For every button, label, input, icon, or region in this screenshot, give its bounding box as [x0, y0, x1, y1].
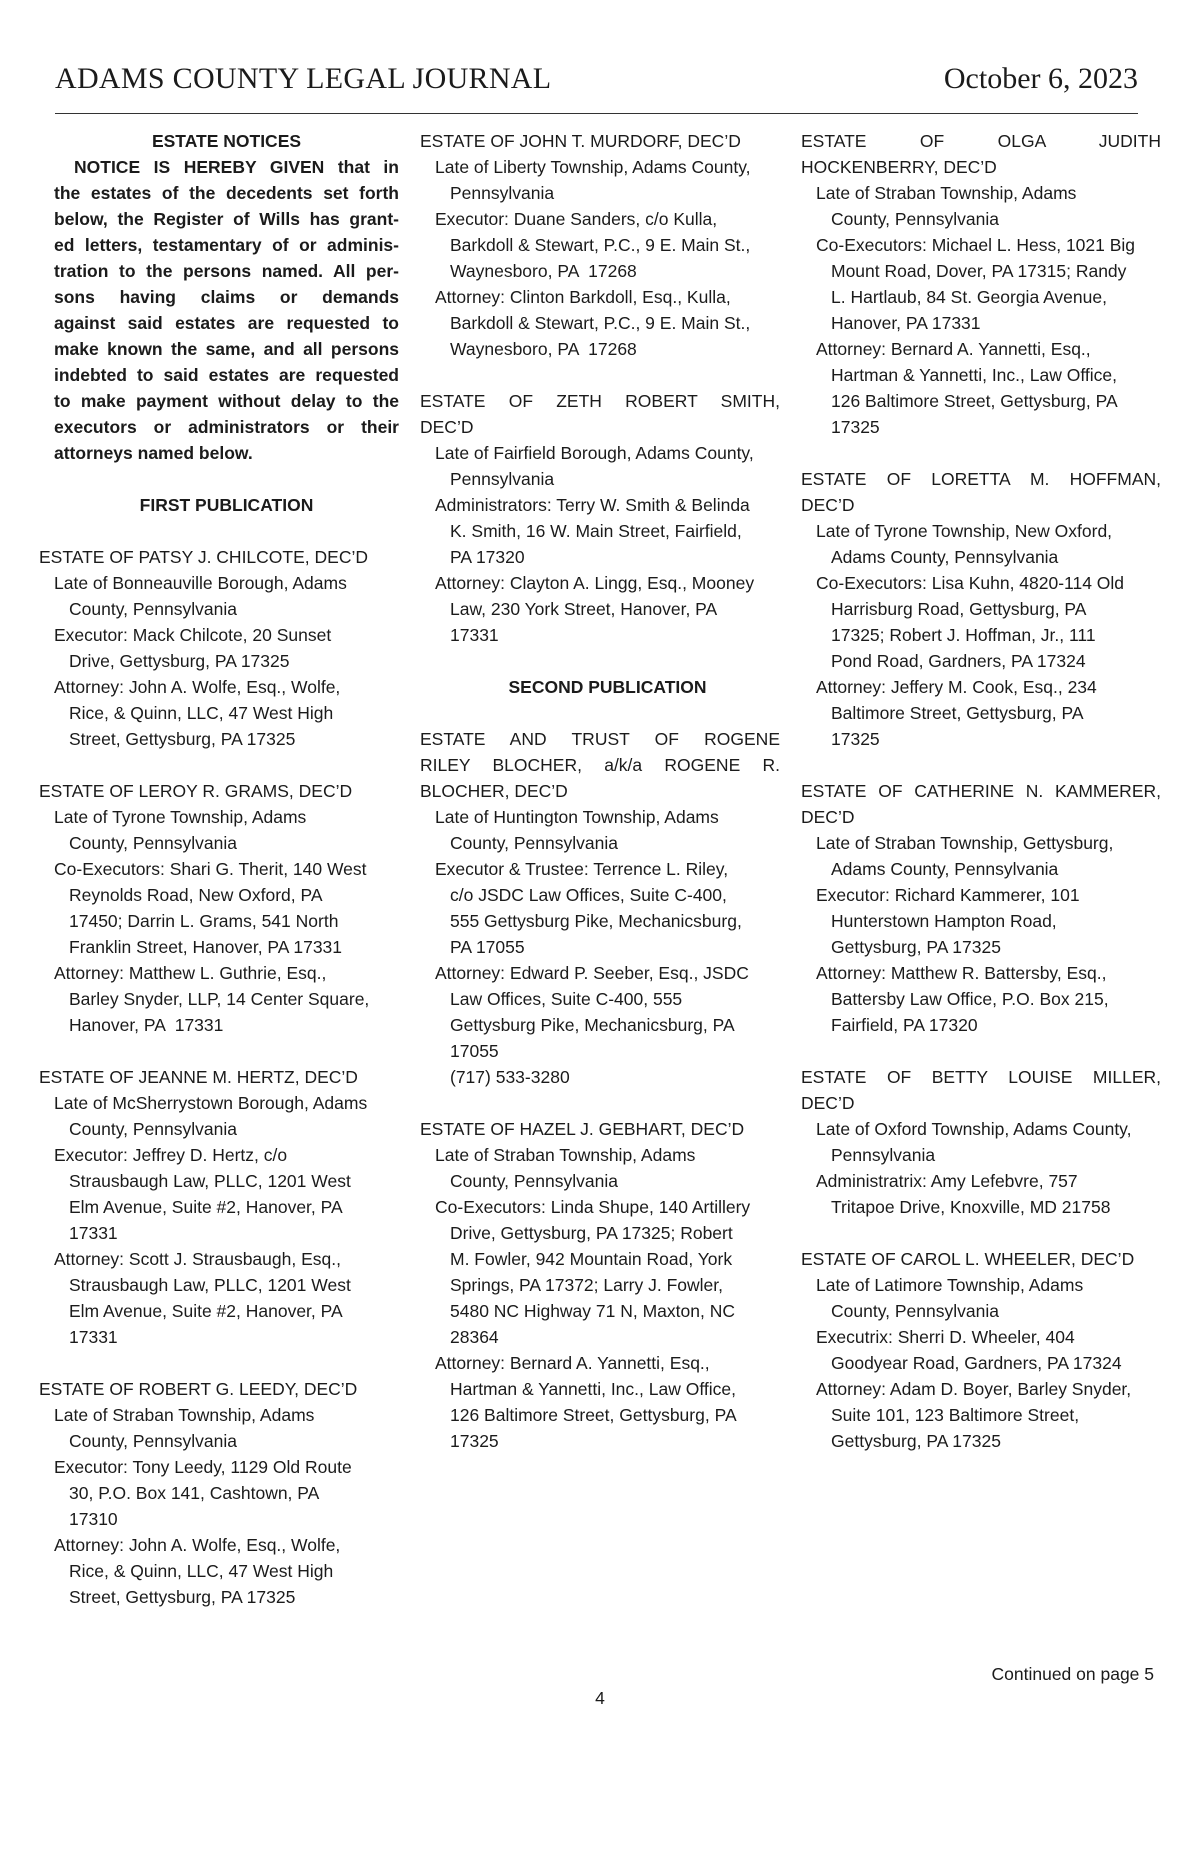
page-header: [55, 62, 1138, 112]
estate-entry-attorney: [801, 960, 1161, 1038]
estate-entry-line: Late of Straban Township, Adams: [54, 1405, 315, 1425]
column-3: [801, 128, 1161, 1454]
estate-entry-attorney: [801, 1376, 1161, 1454]
estate-entry-line: Rice, & Quinn, LLC, 47 West High: [69, 703, 334, 723]
estate-entry-line: Late of Straban Township, Gettysburg,: [816, 833, 1114, 853]
estate-entry-line: Attorney: Edward P. Seeber, Esq., JSDC: [435, 963, 749, 983]
estate-entry-residence: [39, 570, 399, 622]
estate-entry-attorney: [420, 570, 780, 648]
estate-entry-line: Executor & Trustee: Terrence L. Riley,: [435, 859, 729, 879]
estate-entry-line: Goodyear Road, Gardners, PA 17324: [831, 1353, 1122, 1373]
estate-entry-line: PA 17055: [450, 937, 525, 957]
estate-entry-line: 17325: [831, 417, 880, 437]
estate-title: ESTATE OF JOHN T. MURDORF, DEC’D: [420, 131, 741, 151]
estate-entry-attorney: [420, 960, 780, 1090]
estate-entry-line: 555 Gettysburg Pike, Mechanicsburg,: [450, 911, 742, 931]
estate-title: DEC’D: [801, 495, 855, 515]
estate-entry-line: Street, Gettysburg, PA 17325: [69, 729, 296, 749]
estate-entry-residence: [801, 180, 1161, 232]
estate-entry-line: Late of Huntington Township, Adams: [435, 807, 719, 827]
estate-entry-line: Strausbaugh Law, PLLC, 1201 West: [69, 1275, 351, 1295]
estate-notice-smith: [420, 388, 780, 648]
estate-entry-line: Franklin Street, Hanover, PA 17331: [69, 937, 343, 957]
estate-entry-line: c/o JSDC Law Offices, Suite C-400,: [450, 885, 727, 905]
estate-entry-line: Law Offices, Suite C-400, 555: [450, 989, 683, 1009]
estate-entry-residence: [801, 518, 1161, 570]
estate-entry-line: Adams County, Pennsylvania: [831, 859, 1059, 879]
estate-entry-line: L. Hartlaub, 84 St. Georgia Avenue,: [831, 287, 1107, 307]
estate-entry-line: PA 17320: [450, 547, 525, 567]
estate-entry-line: Attorney: Bernard A. Yannetti, Esq.,: [435, 1353, 710, 1373]
estate-entry-line: County, Pennsylvania: [69, 1431, 237, 1451]
estate-entry-line: Executrix: Sherri D. Wheeler, 404: [816, 1327, 1075, 1347]
notice-line: ed letters, testamentary of or adminis-: [54, 235, 399, 255]
estate-title: ESTATE OF LORETTA M. HOFFMAN,: [801, 469, 1161, 489]
estate-entry-attorney: [420, 284, 780, 362]
estate-entry-line: Gettysburg, PA 17325: [831, 937, 1001, 957]
estate-entry-line: Late of Tyrone Township, Adams: [54, 807, 307, 827]
estate-entry-residence: [801, 830, 1161, 882]
estate-notice-kammerer: [801, 778, 1161, 1038]
estate-entry-line: 17331: [450, 625, 499, 645]
estate-entry-line: Street, Gettysburg, PA 17325: [69, 1587, 296, 1607]
estate-entry-line: Late of Straban Township, Adams: [435, 1145, 696, 1165]
estate-entry-line: County, Pennsylvania: [69, 833, 237, 853]
estate-entry-line: Co-Executors: Shari G. Therit, 140 West: [54, 859, 367, 879]
estate-entry-line: Barkdoll & Stewart, P.C., 9 E. Main St.,: [450, 313, 751, 333]
notice-line: against said estates are requested to: [54, 313, 399, 333]
estate-entry-line: Attorney: Bernard A. Yannetti, Esq.,: [816, 339, 1091, 359]
estate-title: ESTATE OF BETTY LOUISE MILLER,: [801, 1067, 1161, 1087]
estate-entry-line: 126 Baltimore Street, Gettysburg, PA: [450, 1405, 737, 1425]
estate-title: ESTATE OF CAROL L. WHEELER, DEC’D: [801, 1249, 1135, 1269]
estate-entry-attorney: [801, 336, 1161, 440]
estate-entry-co-executors: [420, 1194, 780, 1350]
notice-line: executors or administrators or their: [54, 417, 399, 437]
notice-line: the estates of the decedents set forth: [54, 183, 399, 203]
column-1: [39, 128, 399, 1610]
estate-entry-line: Late of Oxford Township, Adams County,: [816, 1119, 1132, 1139]
estate-notice-gebhart: [420, 1116, 780, 1454]
estate-title: DEC’D: [801, 807, 855, 827]
estate-entry-line: Administratrix: Amy Lefebvre, 757: [816, 1171, 1078, 1191]
estate-entry-line: M. Fowler, 942 Mountain Road, York: [450, 1249, 733, 1269]
estate-entry-residence: [420, 1142, 780, 1194]
estate-entry-line: Elm Avenue, Suite #2, Hanover, PA: [69, 1301, 343, 1321]
estate-entry-line: County, Pennsylvania: [69, 599, 237, 619]
estate-entry-line: Battersby Law Office, P.O. Box 215,: [831, 989, 1109, 1009]
estate-entry-line: Attorney: Jeffery M. Cook, Esq., 234: [816, 677, 1097, 697]
estate-entry-attorney: [801, 674, 1161, 752]
estate-entry-line: Hartman & Yannetti, Inc., Law Office,: [450, 1379, 736, 1399]
header-rule: [55, 113, 1138, 114]
estate-entry-line: Waynesboro, PA 17268: [450, 261, 637, 281]
estate-entry-line: Suite 101, 123 Baltimore Street,: [831, 1405, 1080, 1425]
estate-entry-residence: [801, 1116, 1161, 1168]
estate-entry-line: Gettysburg Pike, Mechanicsburg, PA: [450, 1015, 735, 1035]
estate-entry-attorney: [420, 1350, 780, 1454]
estate-entry-line: Attorney: Matthew R. Battersby, Esq.,: [816, 963, 1107, 983]
estate-entry-line: 28364: [450, 1327, 499, 1347]
estate-notice-hoffman: [801, 466, 1161, 752]
estate-entry-line: County, Pennsylvania: [831, 1301, 999, 1321]
notice-line: below, the Register of Wills has grant-: [54, 209, 399, 229]
estate-entry-line: Attorney: Scott J. Strausbaugh, Esq.,: [54, 1249, 341, 1269]
estate-title: DEC’D: [420, 417, 474, 437]
section-heading-first-publication: FIRST PUBLICATION: [139, 495, 314, 515]
estate-title: ESTATE OF OLGA JUDITH: [801, 131, 1161, 151]
estate-entry-line: 17325: [831, 729, 880, 749]
estate-entry-line: Pond Road, Gardners, PA 17324: [831, 651, 1086, 671]
estate-entry-line: Executor: Mack Chilcote, 20 Sunset: [54, 625, 332, 645]
estate-entry-line: Late of Bonneauville Borough, Adams: [54, 573, 347, 593]
estate-entry-line: Rice, & Quinn, LLC, 47 West High: [69, 1561, 334, 1581]
estate-entry-line: Adams County, Pennsylvania: [831, 547, 1059, 567]
notice-line: NOTICE IS HEREBY GIVEN that in: [74, 157, 399, 177]
estate-entry-attorney: [39, 1246, 399, 1350]
estate-entry-executor: [801, 882, 1161, 960]
estate-entry-executrix: [801, 1324, 1161, 1376]
estate-entry-line: Baltimore Street, Gettysburg, PA: [831, 703, 1084, 723]
estate-entry-line: Drive, Gettysburg, PA 17325: [69, 651, 290, 671]
estate-entry-line: Harrisburg Road, Gettysburg, PA: [831, 599, 1087, 619]
estate-entry-line: Co-Executors: Lisa Kuhn, 4820-114 Old: [816, 573, 1125, 593]
estate-entry-residence: [420, 440, 780, 492]
estate-title: ESTATE AND TRUST OF ROGENE: [420, 729, 780, 749]
estate-entry-line: 17055: [450, 1041, 499, 1061]
notice-line: make known the same, and all persons: [54, 339, 399, 359]
estate-entry-line: Hanover, PA 17331: [831, 313, 981, 333]
estate-entry-residence: [801, 1272, 1161, 1324]
estate-notice-hertz: [39, 1064, 399, 1350]
estate-entry-line: Attorney: Clinton Barkdoll, Esq., Kulla,: [435, 287, 731, 307]
estate-entry-line: 5480 NC Highway 71 N, Maxton, NC: [450, 1301, 735, 1321]
estate-entry-line: Elm Avenue, Suite #2, Hanover, PA: [69, 1197, 343, 1217]
estate-entry-line: 30, P.O. Box 141, Cashtown, PA: [69, 1483, 320, 1503]
estate-entry-line: Gettysburg, PA 17325: [831, 1431, 1001, 1451]
estate-entry-executor: [39, 1454, 399, 1532]
estate-entry-line: County, Pennsylvania: [69, 1119, 237, 1139]
estate-entry-line: 17450; Darrin L. Grams, 541 North: [69, 911, 339, 931]
estate-entry-executor: [39, 1142, 399, 1246]
estate-entry-residence: [420, 804, 780, 856]
estate-entry-line: Hanover, PA 17331: [69, 1015, 224, 1035]
estate-entry-administratrix: [801, 1168, 1161, 1220]
issue-date: October 6, 2023: [943, 62, 1138, 95]
estate-notice-miller: [801, 1064, 1161, 1220]
estate-entry-line: Late of Straban Township, Adams: [816, 183, 1077, 203]
notice-line: indebted to said estates are requested: [54, 365, 399, 385]
estate-entry-line: Co-Executors: Michael L. Hess, 1021 Big: [816, 235, 1136, 255]
estate-entry-line: K. Smith, 16 W. Main Street, Fairfield,: [450, 521, 742, 541]
estate-title: HOCKENBERRY, DEC’D: [801, 157, 997, 177]
estate-title: RILEY BLOCHER, a/k/a ROGENE R.: [420, 755, 780, 775]
estate-entry-line: Attorney: John A. Wolfe, Esq., Wolfe,: [54, 677, 341, 697]
estate-entry-line: Late of Latimore Township, Adams: [816, 1275, 1084, 1295]
estate-entry-co-executors: [801, 232, 1161, 336]
estate-title: ESTATE OF PATSY J. CHILCOTE, DEC’D: [39, 547, 368, 567]
estate-entry-line: County, Pennsylvania: [450, 1171, 618, 1191]
notice-line: attorneys named below.: [54, 443, 253, 463]
estate-notice-leedy: [39, 1376, 399, 1610]
estate-entry-line: County, Pennsylvania: [831, 209, 999, 229]
estate-entry-line: Fairfield, PA 17320: [831, 1015, 978, 1035]
estate-entry-line: Attorney: Matthew L. Guthrie, Esq.,: [54, 963, 327, 983]
notice-line: tration to the persons named. All per-: [54, 261, 399, 281]
column-2: [420, 128, 780, 1454]
notice-paragraph: [39, 154, 399, 466]
estate-entry-line: Pennsylvania: [450, 183, 555, 203]
estate-entry-attorney: [39, 674, 399, 752]
estate-entry-line: Springs, PA 17372; Larry J. Fowler,: [450, 1275, 724, 1295]
estate-entry-line: Attorney: Clayton A. Lingg, Esq., Mooney: [435, 573, 755, 593]
estate-entry-line: Law, 230 York Street, Hanover, PA: [450, 599, 718, 619]
estate-entry-line: 17325: [450, 1431, 499, 1451]
estate-entry-line: Late of Liberty Township, Adams County,: [435, 157, 751, 177]
estate-title: ESTATE OF ROBERT G. LEEDY, DEC’D: [39, 1379, 358, 1399]
estate-entry-residence: [39, 804, 399, 856]
estate-title: BLOCHER, DEC’D: [420, 781, 568, 801]
estate-entry-line: Late of McSherrystown Borough, Adams: [54, 1093, 368, 1113]
estate-entry-line: Pennsylvania: [831, 1145, 936, 1165]
estate-entry-line: Late of Tyrone Township, New Oxford,: [816, 521, 1113, 541]
estate-entry-line: Executor: Jeffrey D. Hertz, c/o: [54, 1145, 288, 1165]
estate-entry-line: 126 Baltimore Street, Gettysburg, PA: [831, 391, 1118, 411]
estate-entry-line: Strausbaugh Law, PLLC, 1201 West: [69, 1171, 351, 1191]
estate-entry-line: Hunterstown Hampton Road,: [831, 911, 1057, 931]
estate-title: ESTATE OF LEROY R. GRAMS, DEC’D: [39, 781, 353, 801]
page-number: 4: [595, 1688, 605, 1708]
estate-entry-line: Pennsylvania: [450, 469, 555, 489]
estate-entry-line: Barkdoll & Stewart, P.C., 9 E. Main St.,: [450, 235, 751, 255]
notice-line: sons having claims or demands: [54, 287, 399, 307]
estate-title: ESTATE OF CATHERINE N. KAMMERER,: [801, 781, 1161, 801]
estate-entry-line: 17325; Robert J. Hoffman, Jr., 111: [831, 625, 1096, 645]
estate-title: ESTATE OF JEANNE M. HERTZ, DEC’D: [39, 1067, 358, 1087]
estate-entry-attorney: [39, 960, 399, 1038]
estate-entry-line: 17331: [69, 1223, 118, 1243]
estate-entry-co-executors: [39, 856, 399, 960]
estate-entry-line: (717) 533-3280: [450, 1067, 570, 1087]
estate-entry-residence: [39, 1090, 399, 1142]
estate-entry-co-executors: [801, 570, 1161, 674]
estate-title: ESTATE OF ZETH ROBERT SMITH,: [420, 391, 780, 411]
estate-entry-line: Executor: Richard Kammerer, 101: [816, 885, 1080, 905]
estate-entry-line: Co-Executors: Linda Shupe, 140 Artillery: [435, 1197, 751, 1217]
estate-notice-wheeler: [801, 1246, 1161, 1454]
section-heading-second-publication: SECOND PUBLICATION: [508, 677, 707, 697]
estate-title: DEC’D: [801, 1093, 855, 1113]
section-heading-estate-notices: ESTATE NOTICES: [151, 131, 302, 151]
estate-entry-line: Reynolds Road, New Oxford, PA: [69, 885, 323, 905]
estate-entry-residence: [420, 154, 780, 206]
estate-entry-administrators: [420, 492, 780, 570]
estate-notice-blocher: [420, 726, 780, 1090]
estate-entry-residence: [39, 1402, 399, 1454]
estate-entry-executor: [39, 622, 399, 674]
estate-notice-grams: [39, 778, 399, 1038]
estate-entry-line: 17310: [69, 1509, 118, 1529]
estate-entry-line: Late of Fairfield Borough, Adams County,: [435, 443, 754, 463]
estate-notice-murdorf: [420, 128, 780, 362]
estate-entry-line: Waynesboro, PA 17268: [450, 339, 637, 359]
estate-entry-line: Barley Snyder, LLP, 14 Center Square,: [69, 989, 370, 1009]
estate-entry-line: Executor: Duane Sanders, c/o Kulla,: [435, 209, 718, 229]
estate-title: ESTATE OF HAZEL J. GEBHART, DEC’D: [420, 1119, 745, 1139]
estate-entry-line: 17331: [69, 1327, 118, 1347]
estate-entry-executor: [420, 206, 780, 284]
estate-entry-line: Attorney: John A. Wolfe, Esq., Wolfe,: [54, 1535, 341, 1555]
estate-entry-line: Mount Road, Dover, PA 17315; Randy: [831, 261, 1127, 281]
estate-notice-hockenberry: [801, 128, 1161, 440]
notice-line: to make payment without delay to the: [54, 391, 399, 411]
estate-entry-line: County, Pennsylvania: [450, 833, 618, 853]
estate-entry-line: Attorney: Adam D. Boyer, Barley Snyder,: [816, 1379, 1132, 1399]
estate-entry-line: Executor: Tony Leedy, 1129 Old Route: [54, 1457, 352, 1477]
estate-entry-line: Tritapoe Drive, Knoxville, MD 21758: [831, 1197, 1111, 1217]
estate-entry-line: Hartman & Yannetti, Inc., Law Office,: [831, 365, 1117, 385]
estate-entry-line: Drive, Gettysburg, PA 17325; Robert: [450, 1223, 733, 1243]
continued-note: Continued on page 5: [991, 1664, 1154, 1684]
estate-notice-chilcote: [39, 544, 399, 752]
journal-title: ADAMS COUNTY LEGAL JOURNAL: [55, 62, 552, 95]
estate-entry-executor-trustee: [420, 856, 780, 960]
estate-entry-attorney: [39, 1532, 399, 1610]
estate-entry-line: Administrators: Terry W. Smith & Belinda: [435, 495, 750, 515]
